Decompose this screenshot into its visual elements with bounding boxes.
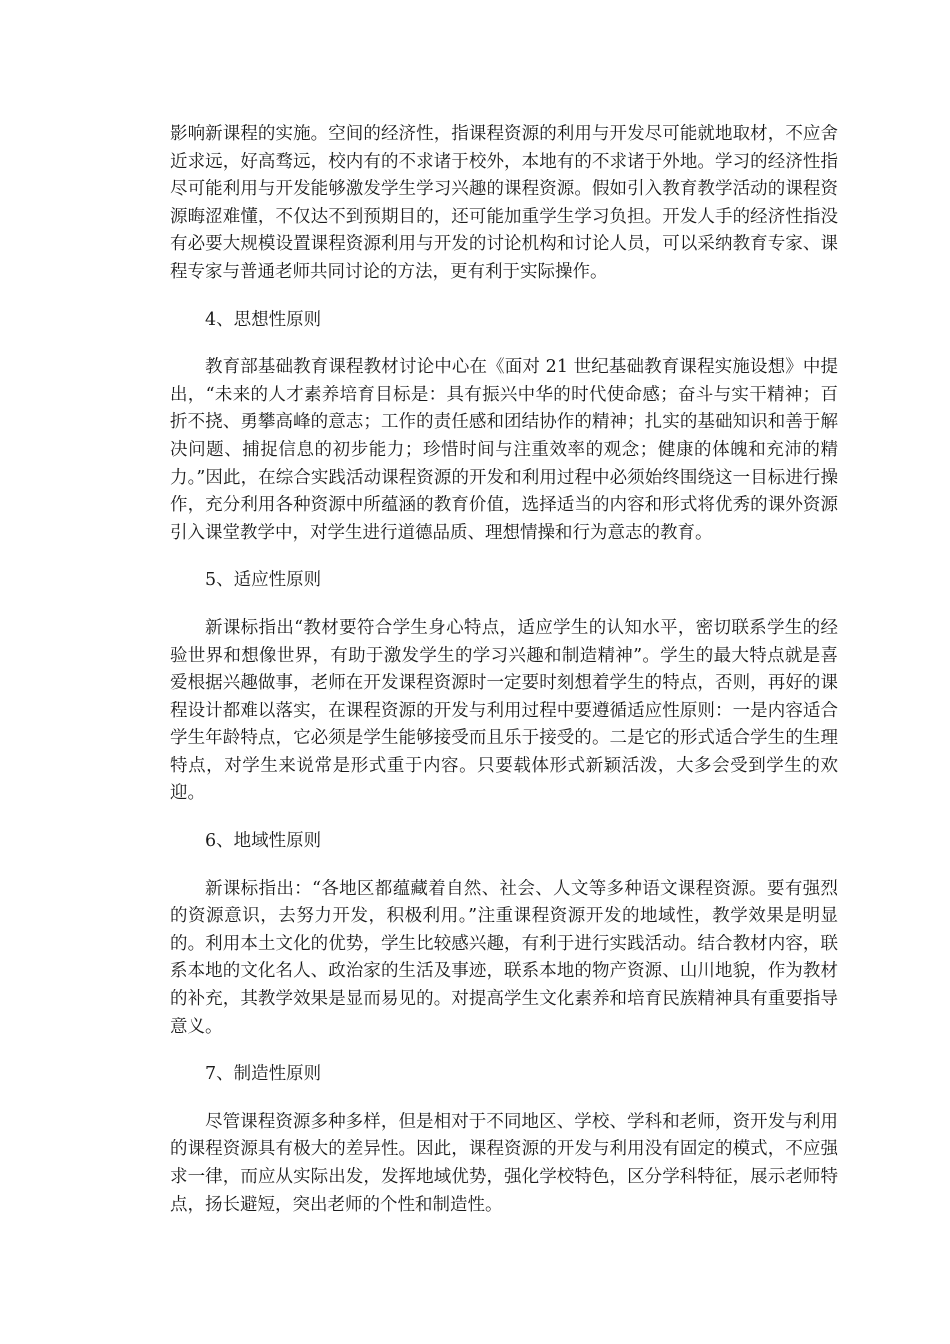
section-heading-ideological: 4、思想性原则	[205, 309, 322, 330]
section-heading-regional: 6、地域性原则	[205, 831, 322, 852]
paragraph-economy-continued: 影响新课程的实施。空间的经济性，指课程资源的利用与开发尽可能就地取材，不应舍近求远，好高骛远，校内有的不求诸于校外，本地有的不求诸于外地。学习的经济性指尽可能利用与开发能够激发学生学习兴趣的课程资源。假如引入教育教学活动的课程资源晦涩难懂，不仅达不到预期目的，还可能加重学生学习负担。开发人手的经济性指没有必要大规模设置课程资源利用与开发的讨论机构和讨论人员，可以采纳教育专家、课程专家与普通老师共同讨论的方法，更有利于实际操作。	[170, 124, 838, 282]
paragraph-regional: 新课标指出：“各地区都蕴藏着自然、社会、人文等多种语文课程资源。要有强烈的资源意识，去努力开发，积极利用。”注重课程资源开发的地域性，教学效果是明显的。利用本土文化的优势，学生比较感兴趣，有利于进行实践活动。结合教材内容，联系本地的文化名人、政治家的生活及事迹，联系本地的物产资源、山川地貌，作为教材的补充，其教学效果是显而易见的。对提高学生文化素养和培育民族精神具有重要指导意义。	[170, 878, 838, 1037]
paragraph-adaptability: 新课标指出“教材要符合学生身心特点，适应学生的认知水平，密切联系学生的经验世界和想像世界，有助于激发学生的学习兴趣和制造精神”。学生的最大特点就是喜爱根据兴趣做事，老师在开发课程资源时一定要时刻想着学生的特点，否则，再好的课程设计都难以落实，在课程资源的开发与利用过程中要遵循适应性原则：一是内容适合学生年龄特点，它必须是学生能够接受而且乐于接受的。二是它的形式适合学生的生理特点，对学生来说常是形式重于内容。只要载体形式新颖活泼，大多会受到学生的欢迎。	[170, 617, 838, 804]
paragraph-creativity: 尽管课程资源多种多样，但是相对于不同地区、学校、学科和老师，资开发与利用的课程资源具有极大的差异性。因此，课程资源的开发与利用没有固定的模式，不应强求一律，而应从实际出发，发挥地域优势，强化学校特色，区分学科特征，展示老师特点，扬长避短，突出老师的个性和制造性。	[170, 1111, 838, 1215]
paragraph-ideological: 教育部基础教育课程教材讨论中心在《面对 21 世纪基础教育课程实施设想》中提出，“未来的人才素养培育目标是：具有振兴中华的时代使命感；奋斗与实干精神；百折不挠、勇攀高峰的意志；工作的责任感和团结协作的精神；扎实的基础知识和善于解决问题、捕捉信息的初步能力；珍惜时间与注重效率的观念；健康的体魄和充沛的精力。”因此，在综合实践活动课程资源的开发和利用过程中必须始终围绕这一目标进行操作，充分利用各种资源中所蕴涵的教育价值，选择适当的内容和形式将优秀的课外资源引入课堂教学中，对学生进行道德品质、理想情操和行为意志的教育。	[170, 357, 838, 543]
section-heading-creativity: 7、制造性原则	[205, 1064, 322, 1085]
section-heading-adaptability: 5、适应性原则	[205, 570, 322, 591]
document-body	[170, 121, 838, 1239]
